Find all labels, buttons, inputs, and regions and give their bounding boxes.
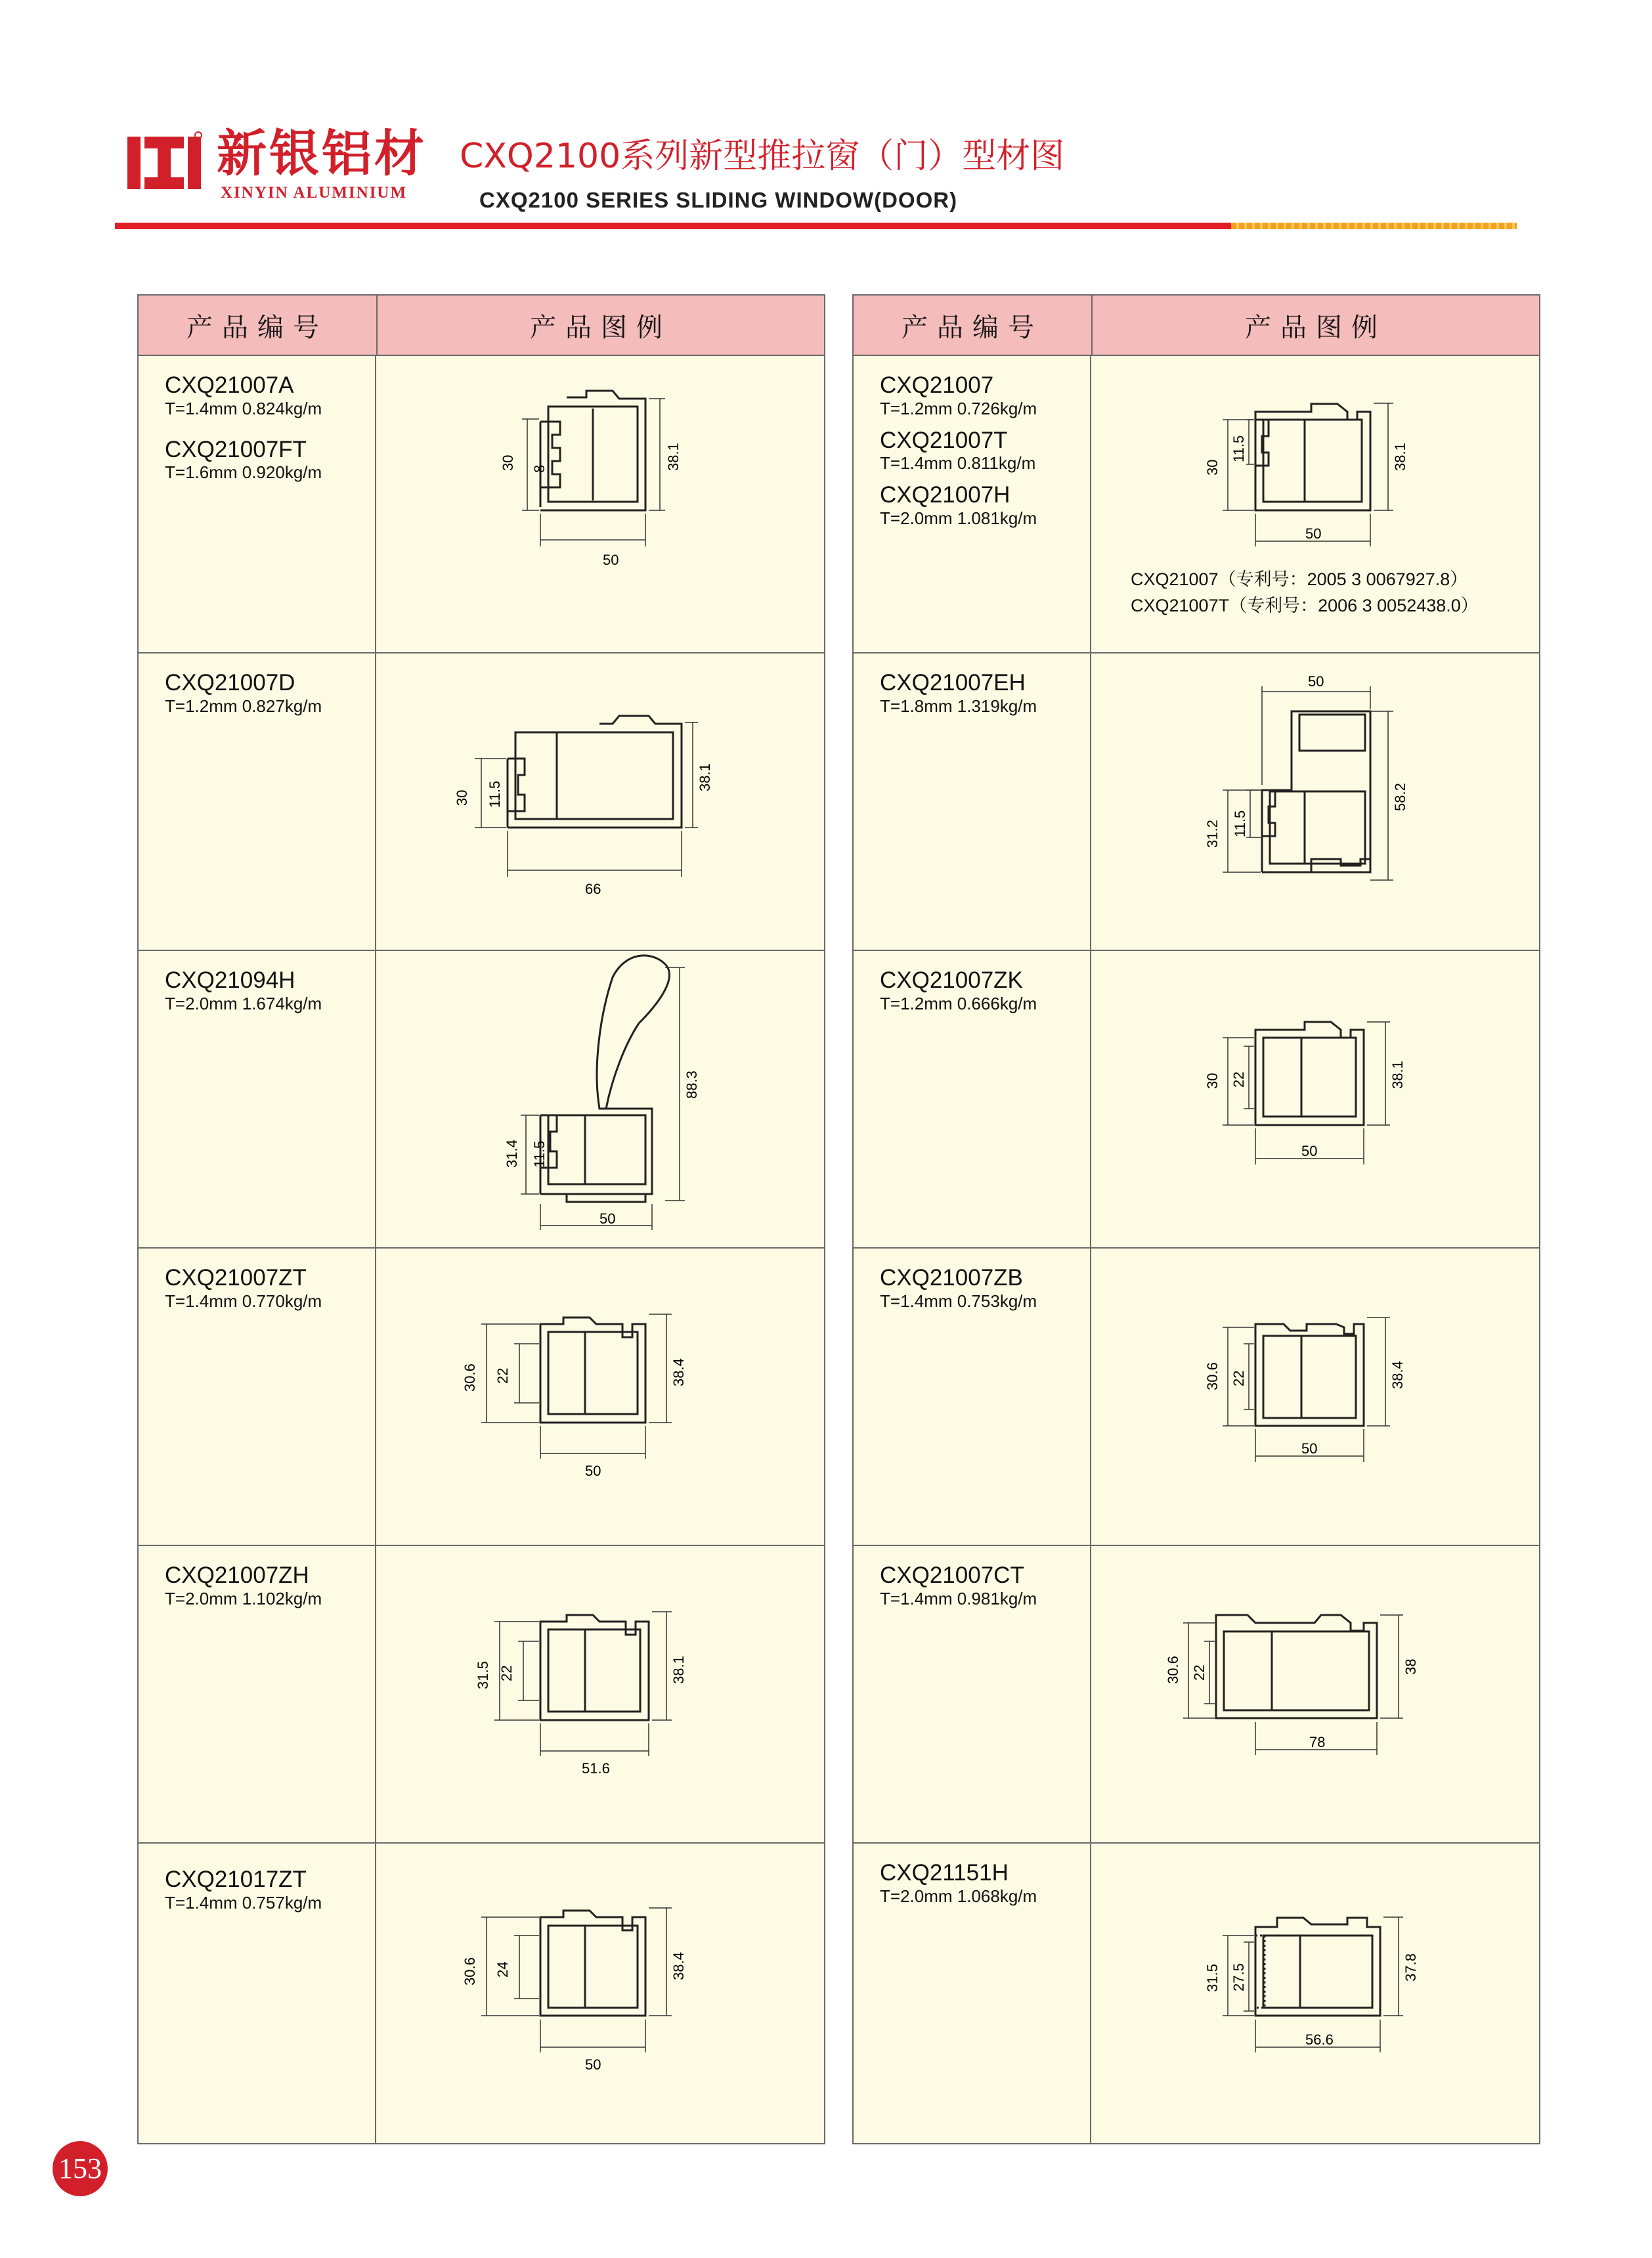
table-row bbox=[139, 653, 824, 951]
table-row bbox=[139, 356, 824, 653]
product-spec: T=1.4mm 0.981kg/m bbox=[880, 1588, 1037, 1608]
header-product-code: 产品编号 bbox=[854, 296, 1093, 355]
product-code-cell bbox=[854, 1546, 1091, 1842]
product-code: CXQ21007CT bbox=[880, 1562, 1024, 1588]
table-row bbox=[854, 951, 1539, 1249]
dim-right: 38 bbox=[1402, 1658, 1419, 1675]
header-rule bbox=[115, 223, 1231, 229]
profile-drawing bbox=[376, 951, 823, 1247]
dim-top: 50 bbox=[1308, 673, 1324, 690]
dim-inner: 11.5 bbox=[487, 780, 503, 808]
header-rule-accent bbox=[1231, 223, 1517, 229]
table-row bbox=[139, 951, 824, 1249]
dim-inner: 11.5 bbox=[531, 1140, 548, 1168]
product-code: CXQ21007ZB bbox=[880, 1265, 1023, 1291]
xinyin-logo bbox=[125, 131, 204, 194]
product-code: CXQ21007 bbox=[880, 372, 994, 398]
dim-inner: 22 bbox=[1230, 1370, 1247, 1386]
table-row bbox=[139, 1249, 824, 1546]
dim-bottom: 50 bbox=[585, 2056, 601, 2073]
product-spec: T=1.8mm 1.319kg/m bbox=[880, 696, 1037, 716]
product-table-left bbox=[137, 294, 825, 2144]
product-code-cell bbox=[854, 1844, 1091, 2143]
product-code-cell bbox=[854, 951, 1091, 1247]
dim-inner: 22 bbox=[498, 1665, 515, 1681]
profile-drawing-cell bbox=[376, 653, 824, 950]
product-code-cell bbox=[854, 356, 1091, 652]
product-spec: T=1.6mm 0.920kg/m bbox=[165, 462, 322, 483]
profile-drawing bbox=[376, 1249, 823, 1545]
table-row bbox=[854, 1249, 1539, 1546]
profile-drawing bbox=[376, 1844, 823, 2143]
profile-drawing-cell bbox=[376, 1844, 824, 2143]
product-spec: T=2.0mm 1.068kg/m bbox=[880, 1886, 1037, 1906]
product-code: CXQ21151H bbox=[880, 1860, 1009, 1886]
table-header bbox=[854, 296, 1539, 356]
header-product-drawing: 产品图例 bbox=[1245, 312, 1387, 343]
dim-left: 30 bbox=[454, 789, 470, 806]
profile-drawing-cell bbox=[376, 1546, 824, 1842]
table-row bbox=[854, 356, 1539, 653]
patent-note: CXQ21007（专利号：2005 3 0067927.8） bbox=[1131, 569, 1468, 589]
header-product-code: 产品编号 bbox=[139, 296, 378, 355]
dim-left: 30 bbox=[500, 454, 516, 471]
dim-left: 31.5 bbox=[1204, 1964, 1221, 1992]
table-header bbox=[139, 296, 824, 356]
dim-left: 30.6 bbox=[462, 1363, 478, 1392]
product-code: CXQ21007FT bbox=[165, 436, 307, 462]
header-product-drawing: 产品图例 bbox=[530, 312, 672, 343]
profile-drawing bbox=[1091, 1249, 1538, 1545]
dim-right: 38.4 bbox=[670, 1952, 687, 1980]
dim-right: 38.1 bbox=[697, 763, 713, 791]
profile-drawing-cell bbox=[376, 951, 824, 1247]
product-code: CXQ21007T bbox=[880, 427, 1008, 453]
product-code-cell bbox=[139, 1844, 376, 2143]
profile-drawing-cell bbox=[376, 1249, 824, 1545]
dim-inner: 11.5 bbox=[1232, 810, 1248, 837]
profile-drawing-cell bbox=[1091, 1546, 1539, 1842]
brand-name-en: XINYIN ALUMINIUM bbox=[221, 184, 408, 202]
product-code: CXQ21007H bbox=[880, 482, 1011, 508]
product-spec: T=1.2mm 0.726kg/m bbox=[880, 398, 1037, 418]
table-row bbox=[854, 1844, 1539, 2143]
dim-left: 30.6 bbox=[1165, 1656, 1181, 1684]
dim-bottom: 50 bbox=[603, 552, 619, 568]
product-spec: T=1.4mm 0.753kg/m bbox=[880, 1291, 1037, 1311]
profile-drawing bbox=[376, 1546, 823, 1842]
product-spec: T=1.4mm 0.757kg/m bbox=[165, 1892, 322, 1913]
product-code: CXQ21007EH bbox=[880, 670, 1026, 696]
dim-left: 31.4 bbox=[504, 1140, 520, 1168]
patent-note: CXQ21007T（专利号：2006 3 0052438.0） bbox=[1131, 596, 1479, 615]
dim-bottom: 50 bbox=[585, 1463, 601, 1479]
profile-drawing-cell bbox=[1091, 1844, 1539, 2143]
dim-left: 30.6 bbox=[1204, 1362, 1221, 1390]
product-spec: T=1.4mm 0.824kg/m bbox=[165, 398, 322, 418]
page-number: 153 bbox=[53, 2141, 108, 2196]
dim-right: 38.1 bbox=[1392, 443, 1408, 471]
product-table-right bbox=[852, 294, 1540, 2144]
product-code: CXQ21094H bbox=[165, 967, 295, 993]
product-code-cell bbox=[854, 653, 1091, 950]
product-code: CXQ21007D bbox=[165, 670, 295, 696]
dim-right: 38.4 bbox=[670, 1358, 687, 1386]
dim-left: 30 bbox=[1204, 1073, 1221, 1089]
product-spec: T=1.4mm 0.770kg/m bbox=[165, 1291, 322, 1311]
profile-drawing bbox=[1091, 951, 1538, 1247]
dim-inner: 22 bbox=[494, 1367, 511, 1384]
dim-bottom: 78 bbox=[1309, 1734, 1326, 1750]
dim-bottom: 56.6 bbox=[1305, 2031, 1334, 2048]
dim-right: 38.1 bbox=[670, 1656, 687, 1684]
product-spec: T=1.2mm 0.666kg/m bbox=[880, 993, 1037, 1013]
product-code: CXQ21007ZK bbox=[880, 967, 1023, 993]
profile-drawing bbox=[376, 653, 823, 950]
dim-inner: 22 bbox=[1191, 1664, 1207, 1681]
dim-bottom: 50 bbox=[1301, 1143, 1318, 1159]
product-code: CXQ21007A bbox=[165, 372, 294, 398]
dim-right: 88.3 bbox=[684, 1071, 700, 1099]
product-code-cell bbox=[139, 356, 376, 652]
page-title-en: CXQ2100 SERIES SLIDING WINDOW(DOOR) bbox=[479, 188, 958, 212]
profile-drawing bbox=[1091, 653, 1538, 950]
profile-drawing-cell bbox=[1091, 951, 1539, 1247]
dim-right: 38.1 bbox=[665, 443, 682, 471]
page-title-cn: CXQ2100系列新型推拉窗（门）型材图 bbox=[460, 137, 1065, 176]
table-row bbox=[854, 1546, 1539, 1844]
profile-drawing-cell bbox=[1091, 1249, 1539, 1545]
product-code: CXQ21007ZT bbox=[165, 1265, 307, 1291]
table-row bbox=[139, 1844, 824, 2143]
dim-right: 37.8 bbox=[1402, 1953, 1419, 1981]
dim-left: 31.5 bbox=[475, 1661, 491, 1689]
profile-drawing-cell bbox=[1091, 653, 1539, 950]
product-spec: T=2.0mm 1.674kg/m bbox=[165, 993, 322, 1013]
dim-inner: 24 bbox=[494, 1961, 511, 1978]
product-spec: T=1.2mm 0.827kg/m bbox=[165, 696, 322, 716]
product-code: CXQ21017ZT bbox=[165, 1867, 307, 1892]
product-spec: T=2.0mm 1.102kg/m bbox=[165, 1588, 322, 1608]
product-spec: T=1.4mm 0.811kg/m bbox=[880, 453, 1036, 474]
dim-left: 30 bbox=[1204, 459, 1221, 476]
product-code-cell bbox=[139, 1249, 376, 1545]
product-code-cell bbox=[139, 1546, 376, 1842]
dim-bottom: 66 bbox=[585, 881, 601, 897]
dim-inner: 27.5 bbox=[1230, 1963, 1247, 1991]
dim-bottom: 50 bbox=[599, 1210, 616, 1227]
dim-right: 38.1 bbox=[1389, 1061, 1406, 1089]
profile-drawing-cell bbox=[376, 356, 824, 652]
product-code-cell bbox=[139, 951, 376, 1247]
product-code-cell bbox=[139, 653, 376, 950]
profile-drawing bbox=[1091, 1844, 1538, 2143]
dim-bottom: 51.6 bbox=[582, 1760, 610, 1777]
table-row bbox=[139, 1546, 824, 1844]
dim-inner: 11.5 bbox=[1230, 435, 1247, 462]
product-spec: T=2.0mm 1.081kg/m bbox=[880, 508, 1037, 528]
profile-drawing bbox=[376, 356, 823, 652]
brand-name-cn: 新银铝材 bbox=[217, 124, 427, 183]
profile-drawing bbox=[1091, 1546, 1538, 1842]
dim-left: 31.2 bbox=[1204, 820, 1221, 848]
dim-inner: 22 bbox=[1230, 1071, 1247, 1088]
dim-right: 58.2 bbox=[1392, 783, 1408, 811]
dim-left: 30.6 bbox=[462, 1957, 478, 1985]
product-code: CXQ21007ZH bbox=[165, 1562, 309, 1588]
table-row bbox=[854, 653, 1539, 951]
product-code-cell bbox=[854, 1249, 1091, 1545]
dim-inner: 8 bbox=[531, 464, 548, 473]
profile-drawing-cell bbox=[1091, 356, 1539, 652]
dim-bottom: 50 bbox=[1305, 525, 1322, 542]
dim-right: 38.4 bbox=[1389, 1361, 1406, 1389]
dim-bottom: 50 bbox=[1301, 1440, 1318, 1457]
